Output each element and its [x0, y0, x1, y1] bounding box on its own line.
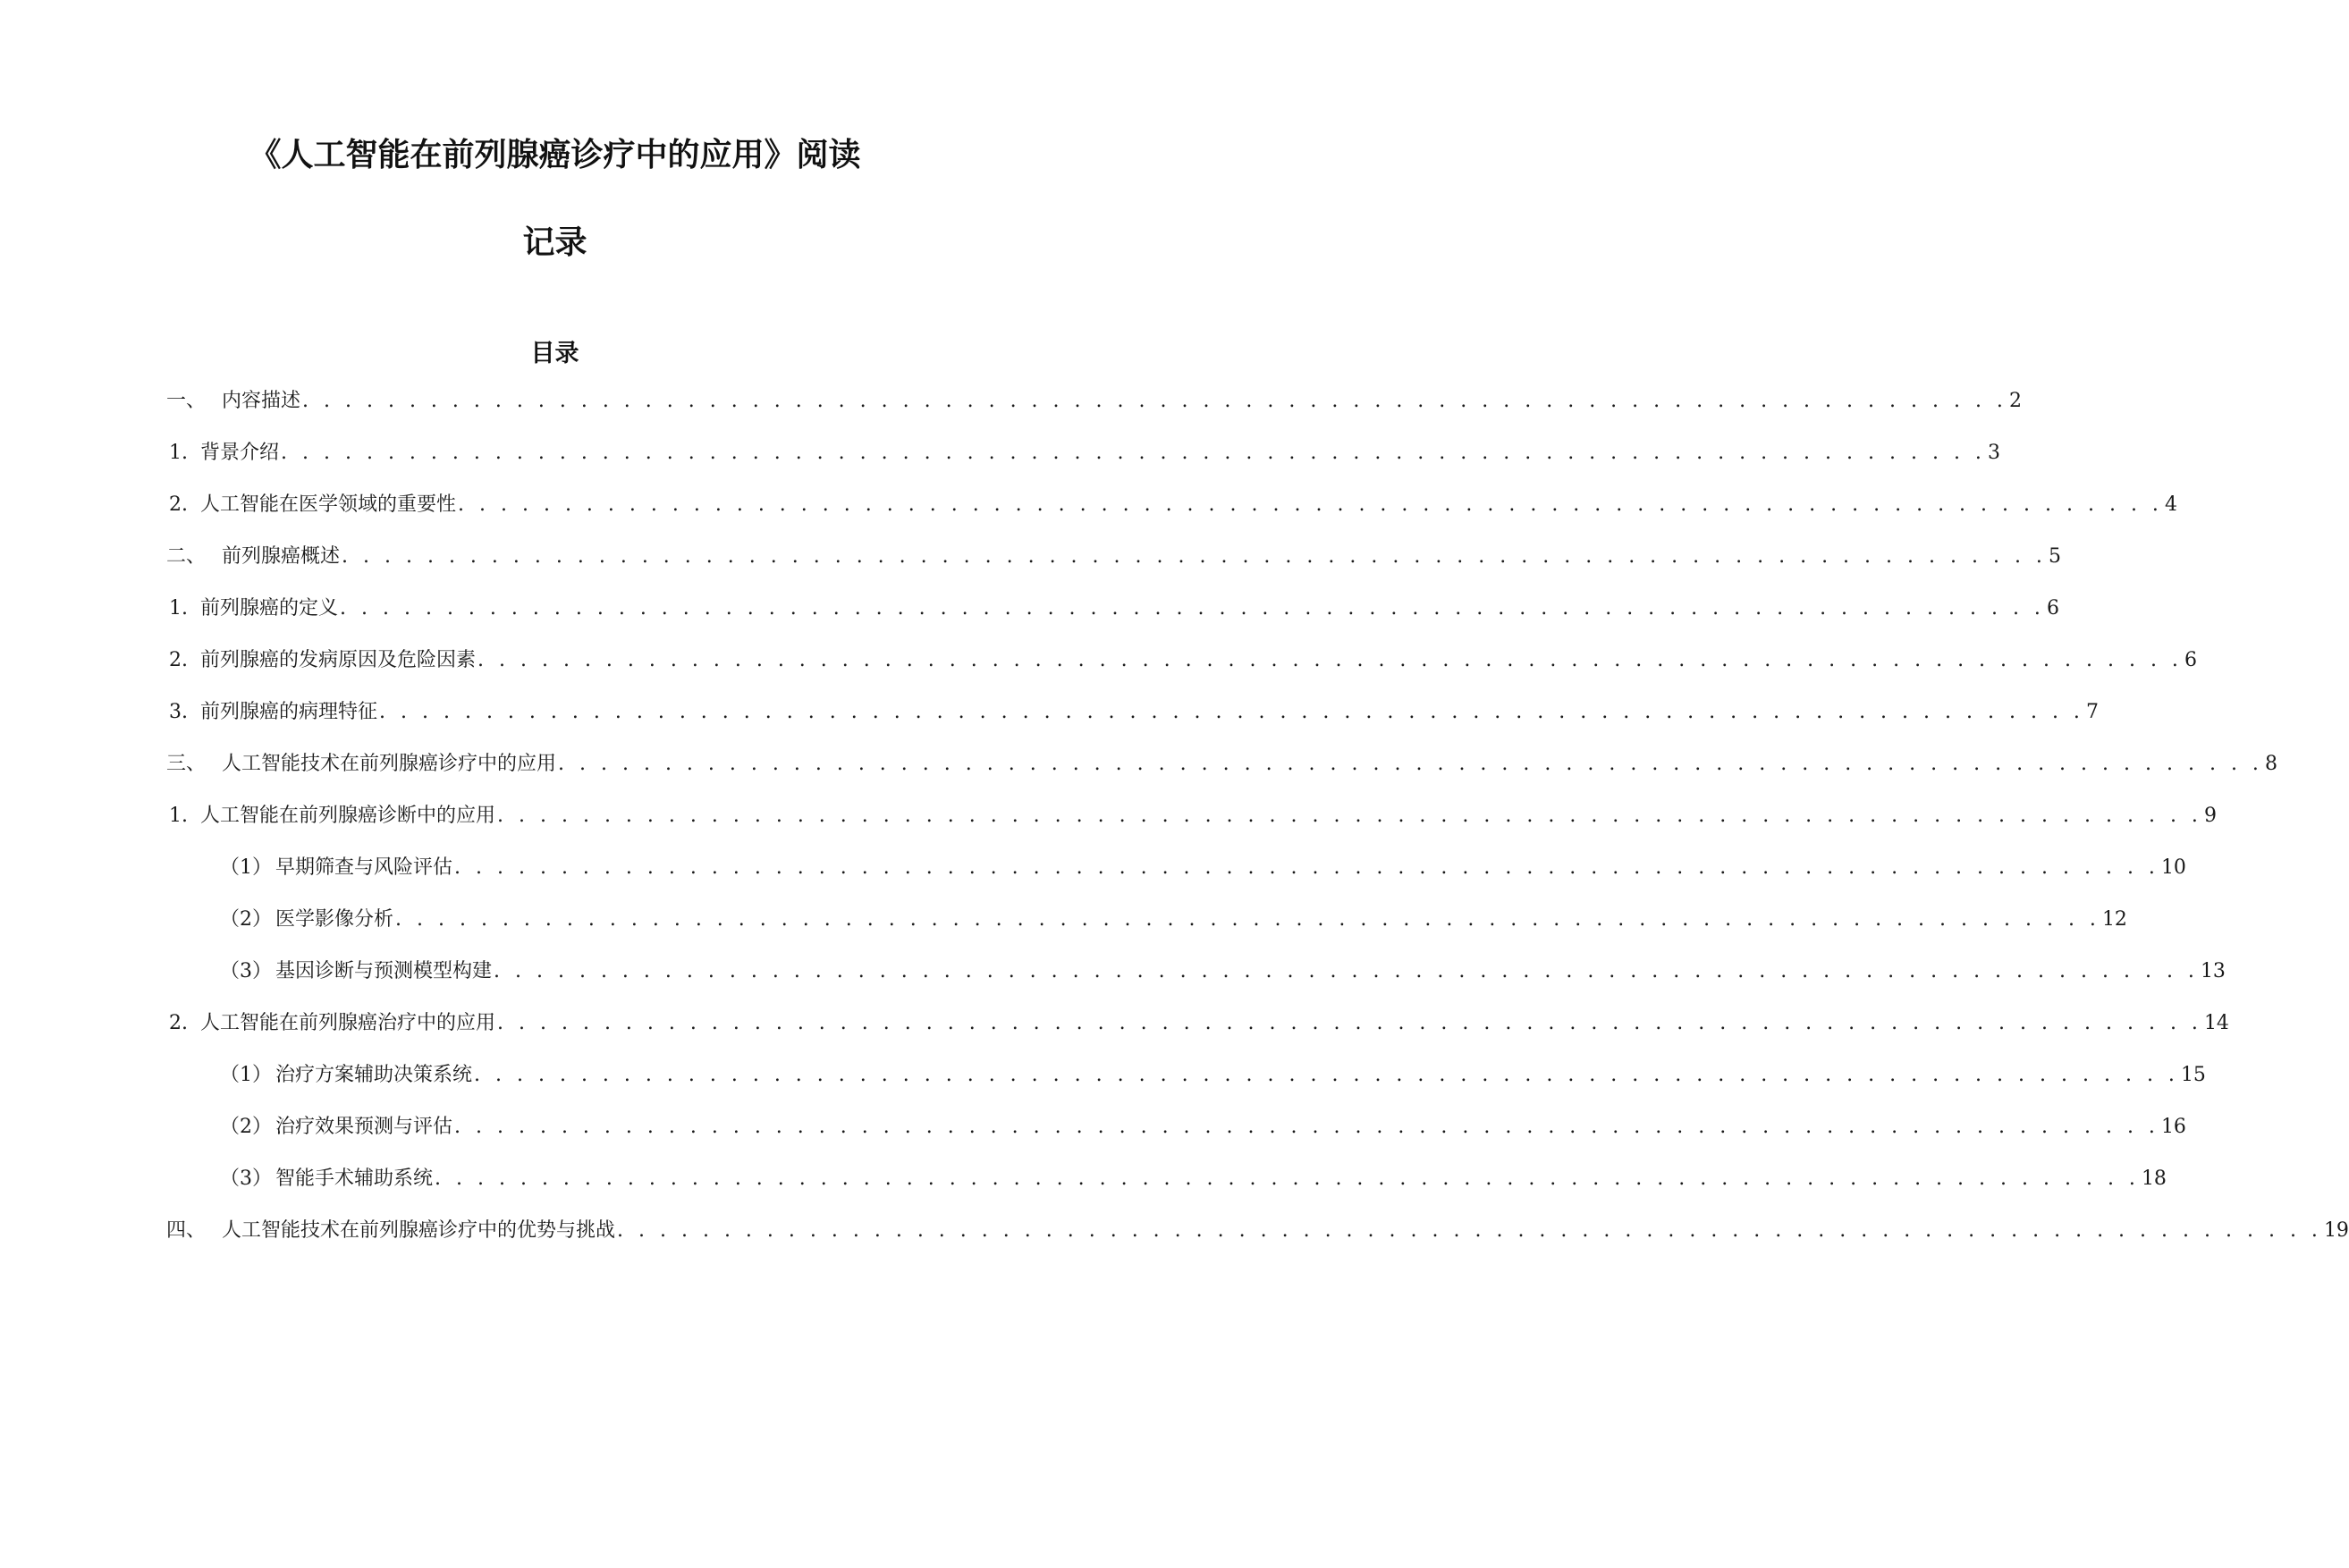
toc-entry-number: 一、 [166, 390, 207, 412]
toc-entry-number: 1. [169, 442, 188, 464]
toc-entry[interactable] [166, 1008, 2229, 1039]
toc-entry-title: 治疗效果预测与评估 [275, 1116, 453, 1138]
toc-entry-title: 基因诊断与预测模型构建 [275, 960, 493, 982]
toc-dot-leader: . . . . . . . . . . . . . . . . . . . . . . . . . . . . . . . . . . . . . . . . . . . . . . . . . . . . . . . . . . . . . . . . . . . . . . . . . . . . . . . . [302, 390, 2007, 412]
toc-entry-title: 治疗方案辅助决策系统 [275, 1064, 473, 1086]
toc-entry[interactable] [166, 801, 2217, 831]
toc-entry-number: 2. [169, 1012, 188, 1034]
toc-dot-leader: . . . . . . . . . . . . . . . . . . . . . . . . . . . . . . . . . . . . . . . . . . . . . . . . . . . . . . . . . . . . . . . . . . . . . . . . . . . . . . . . [497, 805, 2202, 827]
toc-dot-leader: . . . . . . . . . . . . . . . . . . . . . . . . . . . . . . . . . . . . . . . . . . . . . . . . . . . . . . . . . . . . . . . . . . . . . . . . . . . . . . . . [342, 545, 2047, 568]
toc-entry-title: 人工智能在前列腺癌诊断中的应用 [200, 805, 496, 827]
toc-entry-number: 2. [169, 649, 188, 671]
toc-entry[interactable] [220, 1060, 2206, 1091]
toc-entry-title: 医学影像分析 [275, 908, 394, 931]
toc-dot-leader: . . . . . . . . . . . . . . . . . . . . . . . . . . . . . . . . . . . . . . . . . . . . . . . . . . . . . . . . . . . . . . . . . . . . . . . . . . . . . . . . [617, 1219, 2322, 1242]
toc-dot-leader: . . . . . . . . . . . . . . . . . . . . . . . . . . . . . . . . . . . . . . . . . . . . . . . . . . . . . . . . . . . . . . . . . . . . . . . . . . . . . . . . [454, 1116, 2159, 1138]
toc-entry-title: 背景介绍 [200, 442, 280, 464]
toc-entry-number: 2. [169, 493, 188, 516]
toc-entry[interactable] [166, 490, 2177, 520]
toc-entry[interactable] [166, 1216, 2349, 1246]
toc-entry-title: 内容描述 [222, 390, 301, 412]
toc-entry[interactable] [220, 957, 2226, 987]
toc-entry-page-number: 8 [2264, 753, 2277, 775]
toc-entry-number: （2） [220, 1116, 272, 1138]
toc-entry-number: （3） [220, 1168, 272, 1190]
toc-entry[interactable] [166, 749, 2277, 780]
toc-dot-leader: . . . . . . . . . . . . . . . . . . . . . . . . . . . . . . . . . . . . . . . . . . . . . . . . . . . . . . . . . . . . . . . . . . . . . . . . . . . . . . . . [458, 493, 2163, 516]
toc-dot-leader: . . . . . . . . . . . . . . . . . . . . . . . . . . . . . . . . . . . . . . . . . . . . . . . . . . . . . . . . . . . . . . . . . . . . . . . . . . . . . . . . [454, 856, 2159, 879]
toc-dot-leader: . . . . . . . . . . . . . . . . . . . . . . . . . . . . . . . . . . . . . . . . . . . . . . . . . . . . . . . . . . . . . . . . . . . . . . . . . . . . . . . . [494, 960, 2199, 982]
document-title-line-2: 记录 [522, 224, 587, 261]
toc-entry-number: （3） [220, 960, 272, 982]
toc-dot-leader: . . . . . . . . . . . . . . . . . . . . . . . . . . . . . . . . . . . . . . . . . . . . . . . . . . . . . . . . . . . . . . . . . . . . . . . . . . . . . . . . [340, 597, 2045, 620]
toc-entry[interactable] [166, 697, 2099, 728]
toc-entry-page-number: 7 [2085, 701, 2099, 723]
toc-entry-number: 二、 [166, 545, 207, 568]
toc-entry-page-number: 5 [2048, 545, 2061, 568]
toc-entry-number: 四、 [166, 1219, 207, 1242]
toc-entry-title: 人工智能技术在前列腺癌诊疗中的应用 [222, 753, 557, 775]
toc-entry-number: （1） [220, 1064, 272, 1086]
toc-entry-page-number: 18 [2141, 1168, 2167, 1190]
toc-entry-number: 三、 [166, 753, 207, 775]
toc-entry-page-number: 4 [2164, 493, 2177, 516]
toc-entry-page-number: 10 [2160, 856, 2186, 879]
toc-entry-title: 前列腺癌的发病原因及危险因素 [200, 649, 477, 671]
toc-entry-page-number: 6 [2184, 649, 2197, 671]
toc-entry[interactable] [166, 386, 2022, 417]
toc-entry-number: （1） [220, 856, 272, 879]
document-title-line-1: 《人工智能在前列腺癌诊疗中的应用》阅读 [249, 137, 861, 173]
toc-entry-page-number: 15 [2180, 1064, 2206, 1086]
toc-entry-page-number: 3 [1987, 442, 2000, 464]
toc-entry-page-number: 2 [2008, 390, 2022, 412]
toc-entry-title: 人工智能在医学领域的重要性 [200, 493, 457, 516]
toc-entry-title: 人工智能在前列腺癌治疗中的应用 [200, 1012, 496, 1034]
toc-dot-leader: . . . . . . . . . . . . . . . . . . . . . . . . . . . . . . . . . . . . . . . . . . . . . . . . . . . . . . . . . . . . . . . . . . . . . . . . . . . . . . . . [477, 649, 2183, 671]
toc-entry[interactable] [220, 1112, 2186, 1142]
toc-dot-leader: . . . . . . . . . . . . . . . . . . . . . . . . . . . . . . . . . . . . . . . . . . . . . . . . . . . . . . . . . . . . . . . . . . . . . . . . . . . . . . . . [281, 442, 1986, 464]
toc-heading: 目录 [530, 340, 579, 367]
toc-entry-page-number: 12 [2101, 908, 2127, 931]
toc-entry-page-number: 9 [2203, 805, 2217, 827]
toc-entry-title: 前列腺癌的定义 [200, 597, 339, 620]
toc-dot-leader: . . . . . . . . . . . . . . . . . . . . . . . . . . . . . . . . . . . . . . . . . . . . . . . . . . . . . . . . . . . . . . . . . . . . . . . . . . . . . . . . [558, 753, 2263, 775]
toc-entry-title: 前列腺癌的病理特征 [200, 701, 378, 723]
toc-entry[interactable] [166, 542, 2061, 572]
toc-entry-page-number: 19 [2323, 1219, 2349, 1242]
toc-entry[interactable] [166, 594, 2059, 624]
toc-entry-title: 智能手术辅助系统 [275, 1168, 434, 1190]
toc-entry-title: 人工智能技术在前列腺癌诊疗中的优势与挑战 [222, 1219, 616, 1242]
toc-dot-leader: . . . . . . . . . . . . . . . . . . . . . . . . . . . . . . . . . . . . . . . . . . . . . . . . . . . . . . . . . . . . . . . . . . . . . . . . . . . . . . . . [435, 1168, 2140, 1190]
toc-dot-leader: . . . . . . . . . . . . . . . . . . . . . . . . . . . . . . . . . . . . . . . . . . . . . . . . . . . . . . . . . . . . . . . . . . . . . . . . . . . . . . . . [474, 1064, 2179, 1086]
toc-entry-page-number: 14 [2203, 1012, 2229, 1034]
toc-dot-leader: . . . . . . . . . . . . . . . . . . . . . . . . . . . . . . . . . . . . . . . . . . . . . . . . . . . . . . . . . . . . . . . . . . . . . . . . . . . . . . . . [395, 908, 2100, 931]
toc-entry-page-number: 13 [2200, 960, 2226, 982]
toc-entry-title: 前列腺癌概述 [222, 545, 341, 568]
toc-entry-number: 3. [169, 701, 188, 723]
toc-entry[interactable] [166, 645, 2197, 676]
toc-entry[interactable] [166, 438, 2000, 468]
toc-entry-title: 早期筛查与风险评估 [275, 856, 453, 879]
toc-entry[interactable] [220, 905, 2127, 935]
toc-entry[interactable] [220, 1164, 2167, 1194]
toc-entry-number: （2） [220, 908, 272, 931]
toc-entry-number: 1. [169, 597, 188, 620]
toc-entry-page-number: 6 [2046, 597, 2059, 620]
toc-entry-page-number: 16 [2160, 1116, 2186, 1138]
toc-entry-number: 1. [169, 805, 188, 827]
toc-dot-leader: . . . . . . . . . . . . . . . . . . . . . . . . . . . . . . . . . . . . . . . . . . . . . . . . . . . . . . . . . . . . . . . . . . . . . . . . . . . . . . . . [497, 1012, 2202, 1034]
toc-entry[interactable] [220, 853, 2186, 883]
toc-dot-leader: . . . . . . . . . . . . . . . . . . . . . . . . . . . . . . . . . . . . . . . . . . . . . . . . . . . . . . . . . . . . . . . . . . . . . . . . . . . . . . . . [379, 701, 2084, 723]
